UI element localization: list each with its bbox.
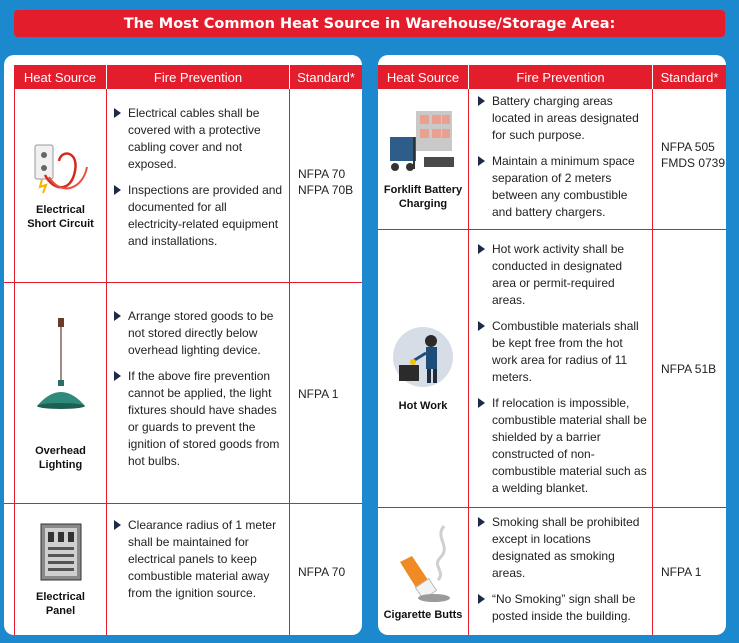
prevention-bullet: Battery charging areas located in areas designated for such purpose.	[476, 93, 648, 144]
heat-source-name: Overhead Lighting	[35, 445, 86, 471]
fire-prevention-cell	[476, 93, 648, 230]
fire-prevention-cell	[476, 241, 648, 506]
header-heat-source: Heat Source	[14, 65, 107, 89]
standard-cell: NFPA 51B	[661, 362, 717, 376]
prevention-bullet: Maintain a minimum space separation of 2 meters between any combustible and battery chargers.	[476, 153, 648, 221]
fire-prevention-cell	[112, 517, 284, 611]
heat-source-name: Electrical Short Circuit	[27, 203, 94, 230]
forklift-battery-icon	[386, 107, 460, 179]
welder-icon	[391, 325, 455, 389]
prevention-bullet: Combustible materials shall be kept free from the hot work area for radius of 11 meters.	[476, 318, 648, 386]
heat-source-name: Forklift Battery Charging	[383, 184, 463, 210]
header-heat-source: Heat Source	[378, 65, 469, 89]
heat-source-name: Hot Work	[398, 399, 448, 412]
page-title: The Most Common Heat Source in Warehouse/Storage Area:	[14, 10, 725, 37]
prevention-bullet: Clearance radius of 1 meter shall be maintained for electrical panels to keep combustible material away from the ignition source.	[112, 517, 284, 602]
heat-source-cell	[15, 89, 106, 282]
prevention-bullet: If relocation is impossible, combustible material shall be shielded by a barrier constructed of non-combustible material such as a welding blanket.	[476, 395, 648, 497]
header-fire-prevention: Fire Prevention	[469, 65, 653, 89]
header-standard: Standard*	[290, 65, 362, 89]
prevention-bullet: Inspections are provided and documented for all electricity-related equipment and installations.	[112, 182, 284, 250]
heat-source-name: Electrical Panel	[36, 590, 85, 617]
electrical-outlet-cable-icon	[31, 141, 91, 197]
header-fire-prevention: Fire Prevention	[107, 65, 290, 89]
left-table	[4, 55, 362, 635]
fire-prevention-cell	[112, 105, 284, 259]
pendant-lamp-icon	[31, 314, 91, 444]
header-standard: Standard*	[653, 65, 726, 89]
standard-cell: NFPA 1	[298, 387, 339, 401]
standard-cell: NFPA 1	[661, 565, 702, 579]
heat-source-cell	[15, 283, 106, 503]
fire-prevention-cell	[476, 514, 648, 634]
cigarette-butt-icon	[388, 522, 458, 604]
prevention-bullet: Smoking shall be prohibited except in locations designated as smoking areas.	[476, 514, 648, 582]
prevention-bullet: Hot work activity shall be conducted in designated area or permit-required areas.	[476, 241, 648, 309]
heat-source-cell	[15, 504, 106, 635]
heat-source-cell	[378, 89, 468, 229]
prevention-bullet: Electrical cables shall be covered with a protective cabling cover and not exposed.	[112, 105, 284, 173]
prevention-bullet: If the above fire prevention cannot be applied, the light fixtures should have shades or guards to prevent the ignition of stored goods from hot bulbs.	[112, 368, 284, 470]
fire-prevention-cell	[112, 308, 284, 479]
standard-cell: NFPA 505 FMDS 0739	[661, 140, 726, 170]
heat-source-name: Cigarette Butts	[383, 608, 463, 621]
prevention-bullet: “No Smoking” sign shall be posted inside the building.	[476, 591, 648, 625]
standard-cell: NFPA 70	[298, 565, 346, 579]
heat-source-cell	[378, 508, 468, 635]
electrical-panel-icon	[39, 522, 83, 582]
right-table	[378, 55, 726, 635]
standard-cell: NFPA 70 NFPA 70B	[298, 167, 354, 197]
heat-source-cell	[378, 230, 468, 507]
prevention-bullet: Arrange stored goods to be not stored directly below overhead lighting device.	[112, 308, 284, 359]
